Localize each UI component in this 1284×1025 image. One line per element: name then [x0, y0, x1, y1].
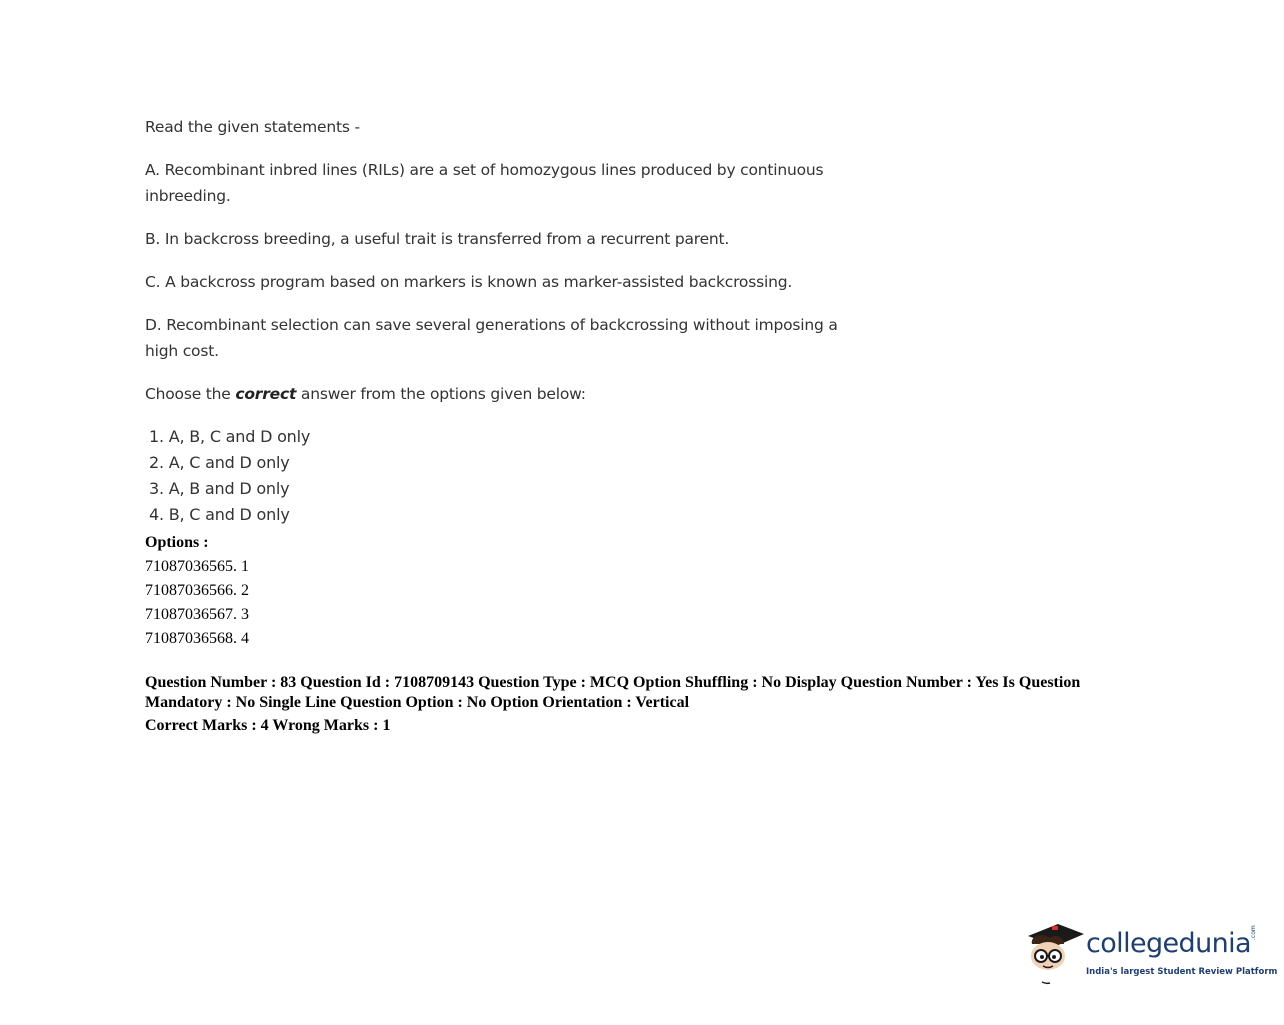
statement-a: A. Recombinant inbred lines (RILs) are a set of homozygous lines produced by continuous inbreeding. [145, 161, 824, 205]
brand-tagline: India's largest Student Review Platform [1086, 967, 1278, 977]
answer-item: 3. A, B and D only [149, 479, 290, 498]
question-intro: Read the given statements - [145, 118, 360, 136]
option-row: 71087036567. 3 [145, 606, 249, 623]
statement-c: C. A backcross program based on markers is known as marker-assisted backcrossing. [145, 273, 793, 291]
instruction-prefix: Choose the [145, 385, 236, 403]
brand-name: collegedunia [1086, 928, 1251, 959]
answer-item: 2. A, C and D only [149, 453, 290, 472]
question-info: Question Number : 83 Question Id : 7108709143 Question Type : MCQ Option Shuffling : No Display Question Number : Yes Is Question Mandatory : No Single Line Question Option : No Option Orientation : Vertical [145, 674, 1081, 711]
statement-d: D. Recombinant selection can save several generations of backcrossing without imposing a high cost. [145, 316, 838, 360]
instruction-suffix: answer from the options given below: [296, 385, 586, 403]
answer-list [145, 424, 865, 528]
statement-b: B. In backcross breeding, a useful trait is transferred from a recurrent parent. [145, 230, 730, 248]
question-block [145, 114, 865, 528]
answer-item: 4. B, C and D only [149, 505, 290, 524]
meta-block [145, 531, 1145, 739]
brand-logo-block [1024, 918, 1278, 988]
option-row: 71087036568. 4 [145, 630, 249, 647]
instruction [145, 381, 865, 407]
options-label: Options : [145, 534, 209, 551]
option-row: 71087036566. 2 [145, 582, 249, 599]
mascot-logo-icon [1024, 918, 1086, 988]
marks-info: Correct Marks : 4 Wrong Marks : 1 [145, 717, 391, 734]
instruction-emphasis: correct [235, 385, 297, 403]
answer-item: 1. A, B, C and D only [149, 427, 311, 446]
brand-suffix: .com [1250, 925, 1257, 940]
option-row: 71087036565. 1 [145, 558, 249, 575]
